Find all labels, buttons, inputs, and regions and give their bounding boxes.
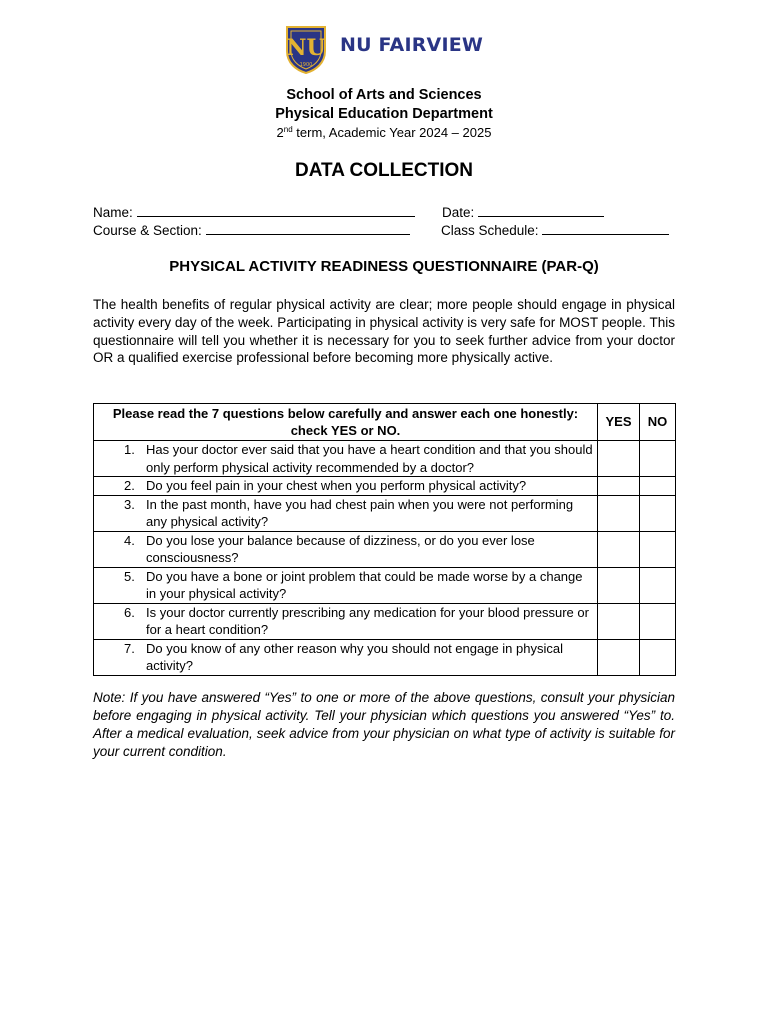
no-checkbox[interactable] bbox=[640, 477, 676, 496]
no-checkbox[interactable] bbox=[640, 639, 676, 675]
no-checkbox[interactable] bbox=[640, 441, 676, 477]
school-name: School of Arts and Sciences bbox=[286, 87, 482, 103]
date-field[interactable] bbox=[442, 204, 604, 220]
document-title: DATA COLLECTION bbox=[294, 160, 473, 181]
table-row bbox=[94, 495, 676, 531]
header-logo-row bbox=[0, 24, 768, 76]
question-text: Do you lose your balance because of dizziness, or do you ever lose consciousness? bbox=[146, 532, 535, 565]
name-field[interactable] bbox=[93, 204, 415, 220]
question-number: 3. bbox=[124, 496, 135, 512]
yes-column-header: YES bbox=[598, 404, 640, 441]
course-section-label: Course & Section: bbox=[93, 223, 202, 238]
question-number: 2. bbox=[124, 478, 135, 493]
note-paragraph: Note: If you have answered “Yes” to one or more of the above questions, consult your physician before engaging in physical activity. Tell your physician which questions you answered “Yes” to. After a medical evaluation, seek advice from your physician on what type of activity is suitable for your current condition. bbox=[93, 690, 675, 759]
svg-text:1900: 1900 bbox=[299, 62, 313, 68]
class-schedule-label: Class Schedule: bbox=[441, 223, 539, 238]
name-label: Name: bbox=[93, 205, 133, 220]
table-row bbox=[94, 477, 676, 496]
yes-checkbox[interactable] bbox=[598, 441, 640, 477]
question-text: Do you know of any other reason why you should not engage in physical activity? bbox=[146, 640, 563, 673]
question-cell bbox=[94, 603, 598, 639]
course-section-field[interactable] bbox=[93, 222, 410, 238]
table-instructions: Please read the 7 questions below carefully and answer each one honestly: check YES or NO. bbox=[94, 404, 598, 441]
no-checkbox[interactable] bbox=[640, 495, 676, 531]
question-number: 1. bbox=[124, 442, 135, 457]
question-number: 6. bbox=[124, 604, 135, 620]
question-cell bbox=[94, 639, 598, 675]
no-checkbox[interactable] bbox=[640, 531, 676, 567]
class-schedule-input-line[interactable] bbox=[542, 222, 669, 235]
table-header-row bbox=[94, 404, 676, 441]
date-input-line[interactable] bbox=[478, 204, 604, 217]
question-cell bbox=[94, 567, 598, 603]
name-input-line[interactable] bbox=[137, 204, 415, 217]
parq-heading: PHYSICAL ACTIVITY READINESS QUESTIONNAIRE (PAR-Q) bbox=[169, 258, 599, 275]
department-name: Physical Education Department bbox=[275, 106, 493, 122]
svg-text:NU: NU bbox=[286, 35, 326, 61]
yes-checkbox[interactable] bbox=[598, 603, 640, 639]
term-suffix: nd bbox=[283, 125, 293, 134]
parq-questions-table bbox=[93, 403, 676, 676]
course-section-input-line[interactable] bbox=[206, 222, 410, 235]
intro-paragraph: The health benefits of regular physical activity are clear; more people should engage in physical activity every day of the week. Participating in physical activity is very safe for MOST people. This questionnaire will tell you whether it is necessary for you to seek further advice from your doctor OR a qualified exercise professional before becoming more physically active. bbox=[93, 297, 675, 366]
table-row bbox=[94, 639, 676, 675]
no-checkbox[interactable] bbox=[640, 567, 676, 603]
yes-checkbox[interactable] bbox=[598, 495, 640, 531]
term-ordinal: 2 bbox=[276, 125, 284, 140]
question-cell bbox=[94, 477, 598, 496]
question-text: Has your doctor ever said that you have a heart condition and that you should only perform physical activity recommended by a doctor? bbox=[146, 442, 593, 475]
question-number: 4. bbox=[124, 532, 135, 548]
class-schedule-field[interactable] bbox=[441, 222, 669, 238]
question-cell bbox=[94, 441, 598, 477]
yes-checkbox[interactable] bbox=[598, 639, 640, 675]
brand-name: NU FAIRVIEW bbox=[340, 34, 484, 56]
question-cell bbox=[94, 531, 598, 567]
table-row bbox=[94, 603, 676, 639]
academic-term bbox=[0, 125, 768, 140]
table-row bbox=[94, 567, 676, 603]
table-row bbox=[94, 531, 676, 567]
date-label: Date: bbox=[442, 205, 475, 220]
question-text: Do you have a bone or joint problem that could be made worse by a change in your physical activity? bbox=[146, 568, 583, 601]
yes-checkbox[interactable] bbox=[598, 477, 640, 496]
question-number: 5. bbox=[124, 568, 135, 584]
yes-checkbox[interactable] bbox=[598, 531, 640, 567]
no-column-header: NO bbox=[640, 404, 676, 441]
table-row bbox=[94, 441, 676, 477]
question-text: Do you feel pain in your chest when you perform physical activity? bbox=[146, 478, 527, 493]
question-number: 7. bbox=[124, 640, 135, 656]
question-text: In the past month, have you had chest pain when you were not performing any physical activity? bbox=[146, 496, 574, 529]
no-checkbox[interactable] bbox=[640, 603, 676, 639]
question-cell bbox=[94, 495, 598, 531]
nu-shield-logo bbox=[284, 24, 328, 74]
term-rest: term, Academic Year 2024 – 2025 bbox=[292, 125, 492, 140]
yes-checkbox[interactable] bbox=[598, 567, 640, 603]
question-text: Is your doctor currently prescribing any medication for your blood pressure or for a heart condition? bbox=[146, 604, 589, 637]
